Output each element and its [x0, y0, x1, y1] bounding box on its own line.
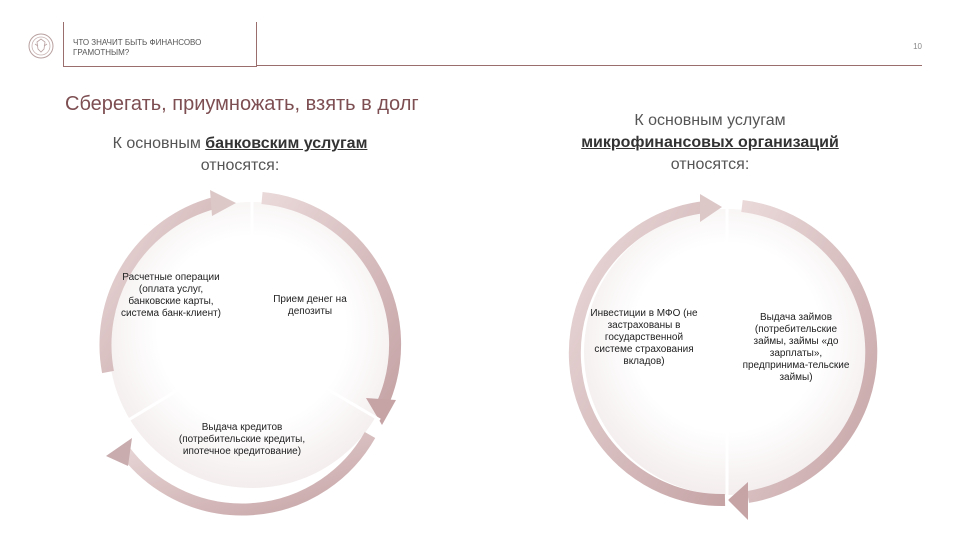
bank-heading-suffix: относятся:: [200, 157, 280, 174]
bank-item-loans: Выдача кредитов (потребительские кредиты, ипотечное кредитование): [178, 422, 306, 457]
mfo-item-investments: Инвестиции в МФО (не застрахованы в государственной системе страхования вкладов): [590, 308, 698, 367]
header-title: ЧТО ЗНАЧИТ БЫТЬ ФИНАНСОВО ГРАМОТНЫМ?: [73, 38, 202, 57]
page-title: Сберегать, приумножать, взять в долг: [65, 93, 419, 115]
bank-cycle: [105, 190, 396, 510]
bank-heading-prefix: К основным: [112, 135, 206, 152]
bank-heading-highlight: банковским услугам: [205, 135, 368, 152]
page-number: 10: [913, 42, 922, 51]
mfo-heading-suffix: относятся:: [670, 156, 750, 173]
bank-item-deposits: Прием денег на депозиты: [273, 294, 347, 317]
mfo-item-loans: Выдача займов (потребительские займы, займы «до зарплаты», предпринима-тельские займы): [742, 312, 850, 383]
mfo-heading-prefix: К основным услугам: [634, 112, 786, 129]
bank-item-settlement: Расчетные операции (оплата услуг, банковские карты, система банк-клиент): [120, 272, 222, 319]
bank-arrow-3: [106, 438, 132, 466]
mfo-heading-highlight: микрофинансовых организаций: [581, 134, 839, 151]
